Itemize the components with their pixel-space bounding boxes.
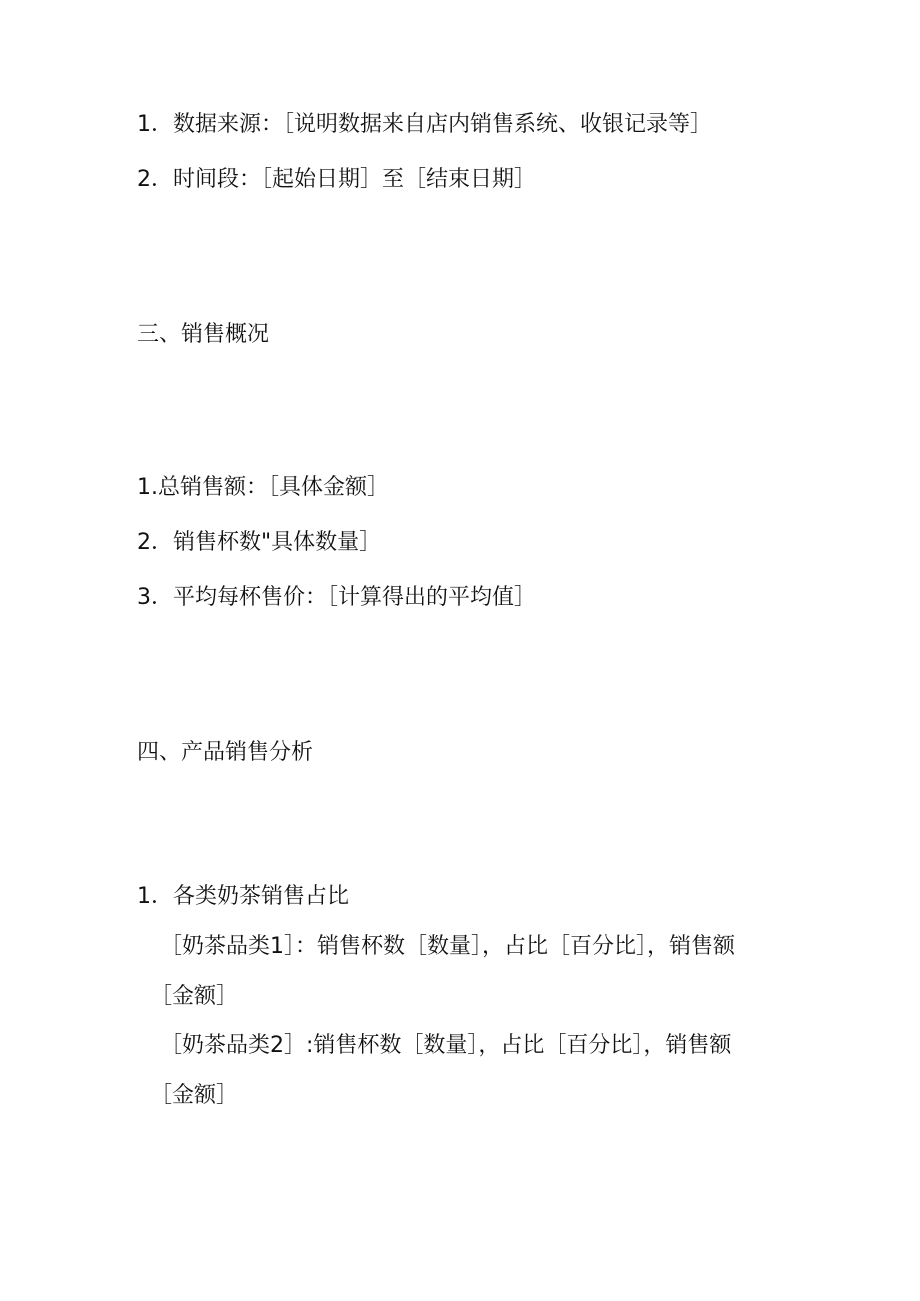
section-heading-sales-overview: 三、销售概况 bbox=[137, 322, 270, 347]
category-2-line: ［奶茶品类2］:销售杯数［数量］，占比［百分比］，销售额 bbox=[160, 1033, 732, 1058]
category-1-line: ［奶茶品类1］：销售杯数［数量］，占比［百分比］，销售额 bbox=[160, 934, 735, 959]
average-price-item: 3．平均每杯售价：［计算得出的平均值］ bbox=[137, 585, 536, 610]
sales-share-subheading: 1．各类奶茶销售占比 bbox=[137, 884, 349, 909]
time-period-item: 2．时间段：［起始日期］至［结束日期］ bbox=[137, 167, 536, 192]
total-sales-item: 1.总销售额：［具体金额］ bbox=[137, 475, 389, 500]
data-source-item: 1．数据来源：［说明数据来自店内销售系统、收银记录等］ bbox=[137, 112, 712, 137]
category-2-amount: ［金额］ bbox=[150, 1083, 239, 1108]
cups-sold-item: 2．销售杯数"具体数量］ bbox=[137, 530, 382, 555]
category-1-amount: ［金额］ bbox=[150, 984, 239, 1009]
section-heading-product-analysis: 四、产品销售分析 bbox=[137, 740, 314, 765]
